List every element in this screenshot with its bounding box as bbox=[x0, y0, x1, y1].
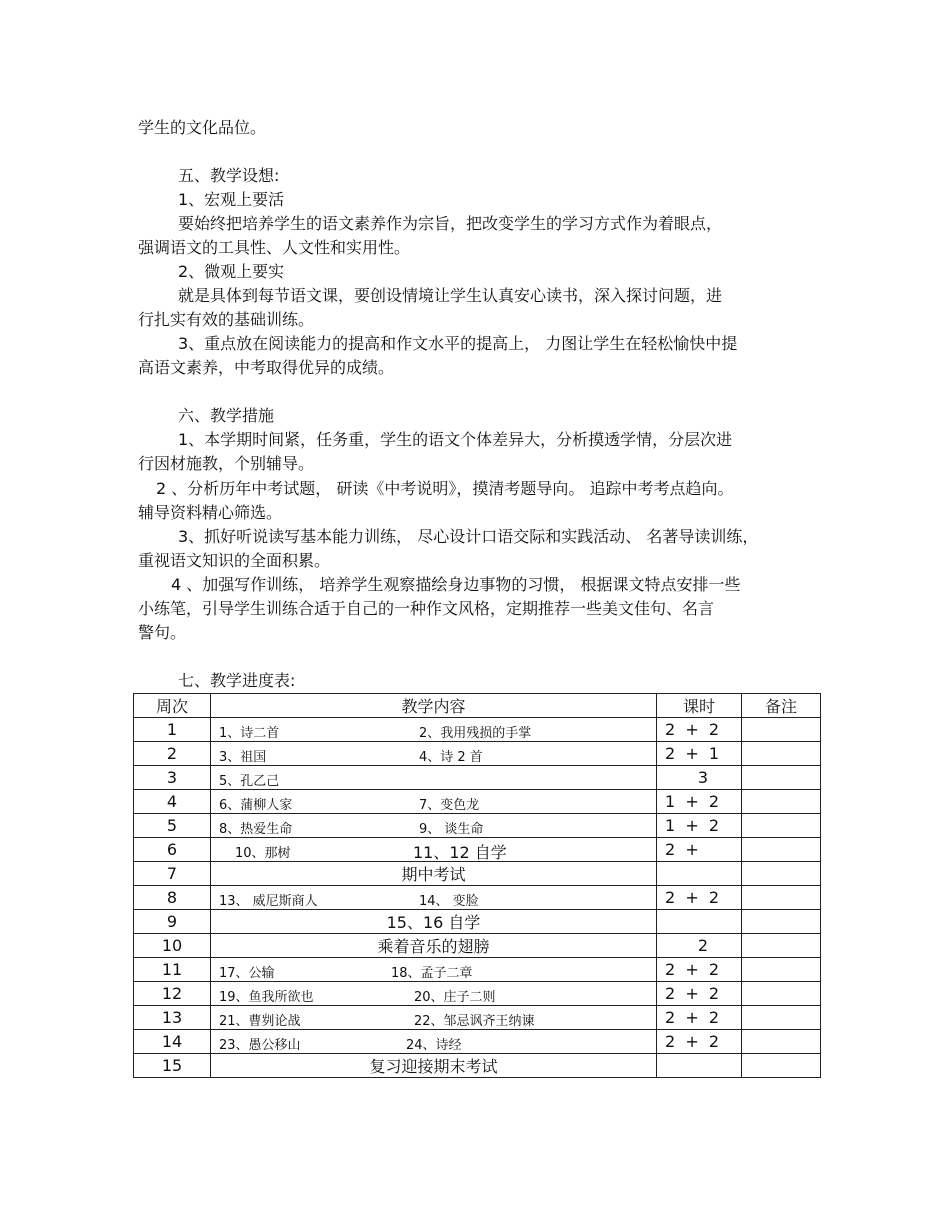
lesson-b: 22、邹忌讽齐王纳谏 bbox=[414, 1014, 535, 1029]
week-cell: 10 bbox=[134, 934, 211, 958]
text-line: 行因材施教，个别辅导。 bbox=[138, 454, 315, 473]
lesson-b: 14、 变脸 bbox=[419, 894, 479, 909]
week-cell: 15 bbox=[134, 1054, 211, 1078]
content-cell bbox=[211, 1006, 657, 1030]
hours-cell bbox=[657, 886, 742, 910]
lesson-a: 19、鱼我所欲也 bbox=[219, 990, 314, 1005]
hours-cell bbox=[657, 838, 742, 862]
text-line: 重视语文知识的全面积累。 bbox=[138, 551, 331, 570]
lesson-a: 6、蒲柳人家 bbox=[219, 798, 293, 813]
table-row bbox=[134, 982, 821, 1006]
table-row bbox=[134, 790, 821, 814]
section-heading-6: 六、教学措施 bbox=[178, 406, 275, 425]
content-cell: 15、16 自学 bbox=[211, 910, 657, 934]
table-row bbox=[134, 1006, 821, 1030]
table-row bbox=[134, 886, 821, 910]
header-content: 教学内容 bbox=[211, 694, 657, 718]
table-row bbox=[134, 910, 821, 934]
week-cell: 13 bbox=[134, 1006, 211, 1030]
notes-cell bbox=[742, 1030, 821, 1054]
notes-cell bbox=[742, 790, 821, 814]
table-row bbox=[134, 742, 821, 766]
week-cell: 3 bbox=[134, 766, 211, 790]
text-line: 就是具体到每节语文课，要创设情境让学生认真安心读书，深入探讨问题，进 bbox=[178, 286, 723, 305]
lesson-b: 11、12 自学 bbox=[413, 843, 507, 862]
lesson-a: 10、那树 bbox=[235, 846, 291, 861]
section-heading-7: 七、教学进度表: bbox=[178, 671, 296, 690]
hours-cell bbox=[657, 1054, 742, 1078]
week-cell: 5 bbox=[134, 814, 211, 838]
table-row bbox=[134, 838, 821, 862]
text-line: 1、宏观上要活 bbox=[178, 190, 285, 209]
text-line: 3、抓好听说读写基本能力训练， 尽心设计口语交际和实践活动、 名著导读训练， bbox=[178, 527, 759, 546]
table-row bbox=[134, 862, 821, 886]
hours-cell bbox=[657, 766, 742, 790]
hours-cell bbox=[657, 1030, 742, 1054]
lesson-a: 1、诗二首 bbox=[219, 726, 280, 741]
text-line: 1、本学期时间紧，任务重，学生的语文个体差异大，分析摸透学情，分层次进 bbox=[178, 430, 733, 449]
hours-value: 2 + 2 bbox=[665, 960, 720, 979]
notes-cell bbox=[742, 862, 821, 886]
notes-cell bbox=[742, 766, 821, 790]
hours-cell bbox=[657, 718, 742, 742]
notes-cell bbox=[742, 838, 821, 862]
text-line: 2、微观上要实 bbox=[178, 262, 285, 281]
text-line: 4 、加强写作训练， 培养学生观察描绘身边事物的习惯， 根据课文特点安排一些 bbox=[171, 575, 741, 594]
text-line: 学生的文化品位。 bbox=[138, 118, 267, 137]
notes-cell bbox=[742, 910, 821, 934]
hours-cell bbox=[657, 790, 742, 814]
text-line: 小练笔，引导学生训练合适于自己的一种作文风格，定期推荐一些美文佳句、名言 bbox=[138, 599, 715, 618]
content-cell bbox=[211, 718, 657, 742]
header-notes: 备注 bbox=[742, 694, 821, 718]
lesson-b: 7、变色龙 bbox=[419, 798, 480, 813]
hours-value: 2 + bbox=[665, 840, 699, 859]
content-cell bbox=[211, 766, 657, 790]
hours-value: 3 bbox=[697, 768, 709, 787]
lesson-a: 5、孔乙己 bbox=[219, 774, 280, 789]
table-header-row bbox=[134, 694, 821, 718]
content-cell bbox=[211, 1030, 657, 1054]
content-cell: 乘着音乐的翅膀 bbox=[211, 934, 657, 958]
content-cell bbox=[211, 886, 657, 910]
lesson-b: 4、诗 2 首 bbox=[419, 750, 483, 765]
week-cell: 7 bbox=[134, 862, 211, 886]
hours-value: 2 + 2 bbox=[665, 1008, 720, 1027]
lesson-a: 8、热爱生命 bbox=[219, 822, 293, 837]
lesson-b: 18、孟子二章 bbox=[391, 966, 473, 981]
hours-value: 2 + 2 bbox=[665, 984, 720, 1003]
lesson-b: 20、庄子二则 bbox=[414, 990, 496, 1005]
hours-cell bbox=[657, 982, 742, 1006]
hours-cell bbox=[657, 910, 742, 934]
notes-cell bbox=[742, 958, 821, 982]
header-hours: 课时 bbox=[657, 694, 742, 718]
text-line: 行扎实有效的基础训练。 bbox=[138, 310, 315, 329]
notes-cell bbox=[742, 982, 821, 1006]
hours-value: 1 + 2 bbox=[665, 792, 720, 811]
lesson-a: 13、 威尼斯商人 bbox=[219, 894, 318, 909]
table-row bbox=[134, 766, 821, 790]
content-cell: 复习迎接期末考试 bbox=[211, 1054, 657, 1078]
section-heading-5: 五、教学设想: bbox=[178, 166, 280, 185]
hours-cell bbox=[657, 1006, 742, 1030]
hours-cell bbox=[657, 742, 742, 766]
content-cell bbox=[211, 958, 657, 982]
hours-cell bbox=[657, 862, 742, 886]
notes-cell bbox=[742, 886, 821, 910]
text-line: 要始终把培养学生的语文素养作为宗旨，把改变学生的学习方式作为着眼点， bbox=[178, 214, 723, 233]
content-cell bbox=[211, 838, 657, 862]
week-cell: 6 bbox=[134, 838, 211, 862]
notes-cell bbox=[742, 934, 821, 958]
lesson-a: 23、愚公移山 bbox=[219, 1038, 301, 1053]
week-cell: 2 bbox=[134, 742, 211, 766]
content-cell bbox=[211, 982, 657, 1006]
notes-cell bbox=[742, 718, 821, 742]
lesson-a: 21、曹刿论战 bbox=[219, 1014, 301, 1029]
week-cell: 8 bbox=[134, 886, 211, 910]
hours-cell bbox=[657, 814, 742, 838]
table-row bbox=[134, 814, 821, 838]
text-line: 3、重点放在阅读能力的提高和作文水平的提高上， 力图让学生在轻松愉快中提 bbox=[178, 334, 738, 353]
table-row bbox=[134, 958, 821, 982]
text-line: 警句。 bbox=[138, 623, 187, 642]
hours-cell bbox=[657, 934, 742, 958]
week-cell: 12 bbox=[134, 982, 211, 1006]
lesson-a: 17、公输 bbox=[219, 966, 275, 981]
hours-value: 2 + 2 bbox=[665, 720, 720, 739]
week-cell: 1 bbox=[134, 718, 211, 742]
content-cell: 期中考试 bbox=[211, 862, 657, 886]
notes-cell bbox=[742, 1006, 821, 1030]
header-week: 周次 bbox=[134, 694, 211, 718]
notes-cell bbox=[742, 1054, 821, 1078]
schedule-table bbox=[133, 693, 821, 1078]
hours-value: 2 + 2 bbox=[665, 1032, 720, 1051]
hours-value: 2 + 2 bbox=[665, 888, 720, 907]
table-row bbox=[134, 934, 821, 958]
notes-cell bbox=[742, 742, 821, 766]
hours-cell bbox=[657, 958, 742, 982]
text-line: 高语文素养，中考取得优异的成绩。 bbox=[138, 358, 395, 377]
week-cell: 14 bbox=[134, 1030, 211, 1054]
lesson-a: 3、祖国 bbox=[219, 750, 267, 765]
hours-value: 2 + 1 bbox=[665, 744, 720, 763]
content-cell bbox=[211, 790, 657, 814]
content-cell bbox=[211, 814, 657, 838]
lesson-b: 9、 谈生命 bbox=[419, 822, 484, 837]
table-row bbox=[134, 718, 821, 742]
lesson-b: 24、诗经 bbox=[406, 1038, 462, 1053]
hours-value: 2 bbox=[697, 936, 709, 955]
table-row bbox=[134, 1030, 821, 1054]
week-cell: 11 bbox=[134, 958, 211, 982]
lesson-b: 2、我用残损的手掌 bbox=[419, 726, 532, 741]
text-line: 2 、分析历年中考试题， 研读《中考说明》，摸清考题导向。 追踪中考考点趋向。 bbox=[156, 479, 734, 498]
notes-cell bbox=[742, 814, 821, 838]
week-cell: 4 bbox=[134, 790, 211, 814]
text-line: 辅导资料精心筛选。 bbox=[138, 503, 283, 522]
text-line: 强调语文的工具性、人文性和实用性。 bbox=[138, 238, 411, 257]
week-cell: 9 bbox=[134, 910, 211, 934]
table-row bbox=[134, 1054, 821, 1078]
content-cell bbox=[211, 742, 657, 766]
hours-value: 1 + 2 bbox=[665, 816, 720, 835]
